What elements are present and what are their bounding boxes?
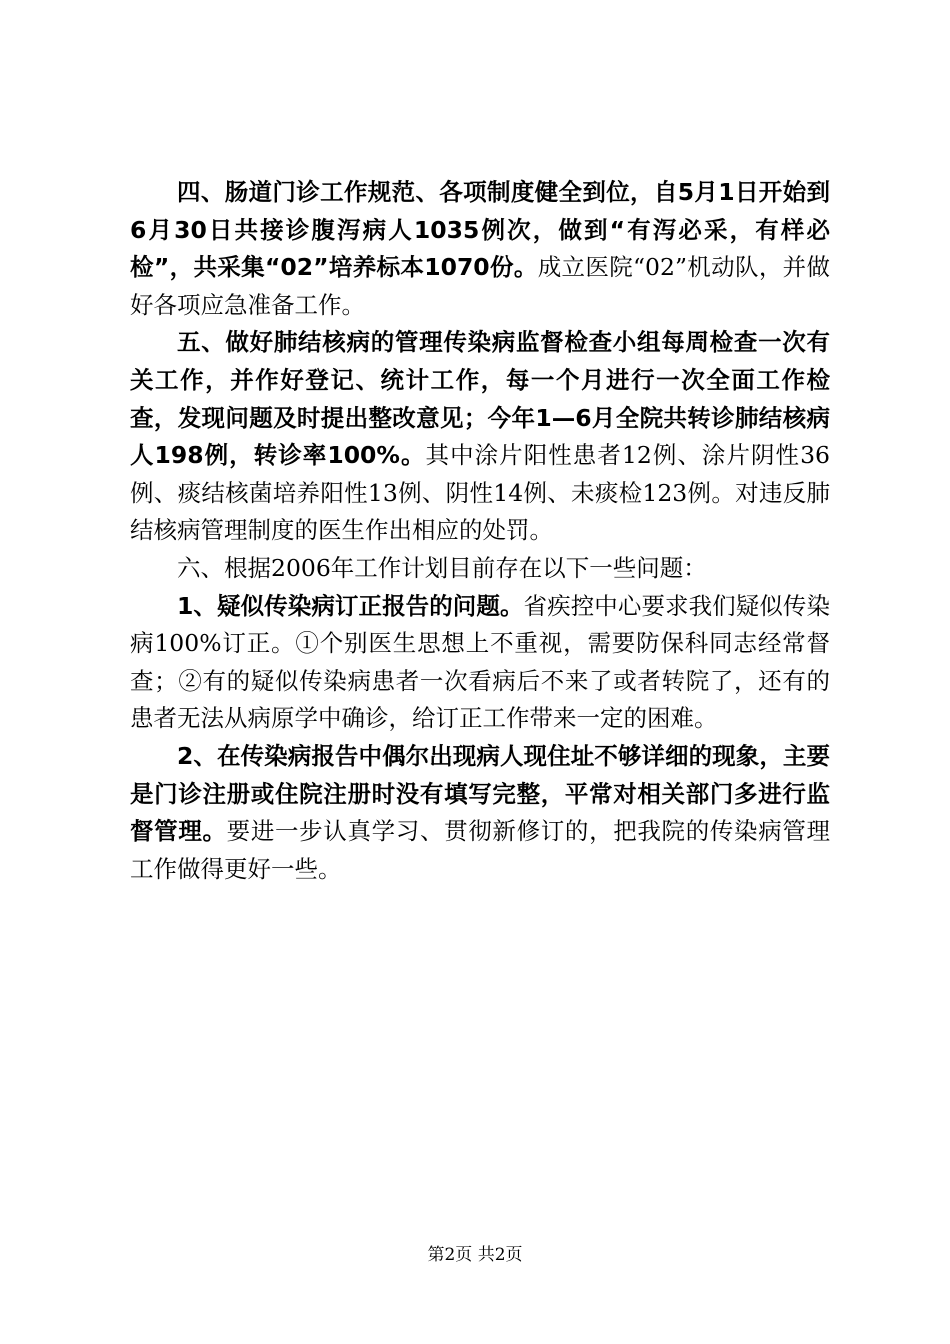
document-body xyxy=(130,174,830,888)
paragraph-tuberculosis-management xyxy=(130,324,830,550)
paragraph-existing-problems xyxy=(130,550,830,588)
paragraph-problem-1 xyxy=(130,588,830,738)
paragraph-bold-text: 1、疑似传染病订正报告的问题。 xyxy=(177,591,524,620)
paragraph-regular-text: 要进一步认真学习、贯彻新修订的，把我院的传染病管理工作做得更好一些。 xyxy=(130,817,831,883)
paragraph-regular-text: 成立医院“02”机动队，并做好各项应急准备工作。 xyxy=(130,253,830,319)
paragraph-bold-text: 四、肠道门诊工作规范、各项制度健全到位，自5月1日开始到6月30日共接诊腹泻病人1035例次，做到“有泻必采，有样必检”，共采集“02”培养标本1070份。 xyxy=(130,178,830,282)
paragraph-bold-text: 2、在传染病报告中偶尔出现病人现住址不够详细的现象，主要是门诊注册或住院注册时没有填写完整，平常对相关部门多进行监督管理。 xyxy=(130,741,830,846)
paragraph-regular-text: 省疾控中心要求我们疑似传染病100%订正。①个别医生思想上不重视，需要防保科同志经常督查；②有的疑似传染病患者一次看病后不来了或者转院了，还有的患者无法从病原学中确诊，给订正工作带来一定的困难。 xyxy=(130,591,830,733)
page-footer: 第2页 共2页 xyxy=(427,1245,523,1265)
paragraph-regular-text: 其中涂片阳性患者12例、涂片阴性36例、痰结核菌培养阳性13例、阴性14例、未痰检123例。对违反肺结核病管理制度的医生作出相应的处罚。 xyxy=(130,441,830,545)
paragraph-bold-text: 五、做好肺结核病的管理传染病监督检查小组每周检查一次有关工作，并作好登记、统计工作，每一个月进行一次全面工作检查，发现问题及时提出整改意见；今年1—6月全院共转诊肺结核病人198例，转诊率100%。 xyxy=(130,328,830,470)
paragraph-problem-2 xyxy=(130,738,830,888)
paragraph-intestinal-clinic xyxy=(130,174,830,324)
paragraph-regular-text: 六、根据2006年工作计划目前存在以下一些问题： xyxy=(177,553,707,582)
